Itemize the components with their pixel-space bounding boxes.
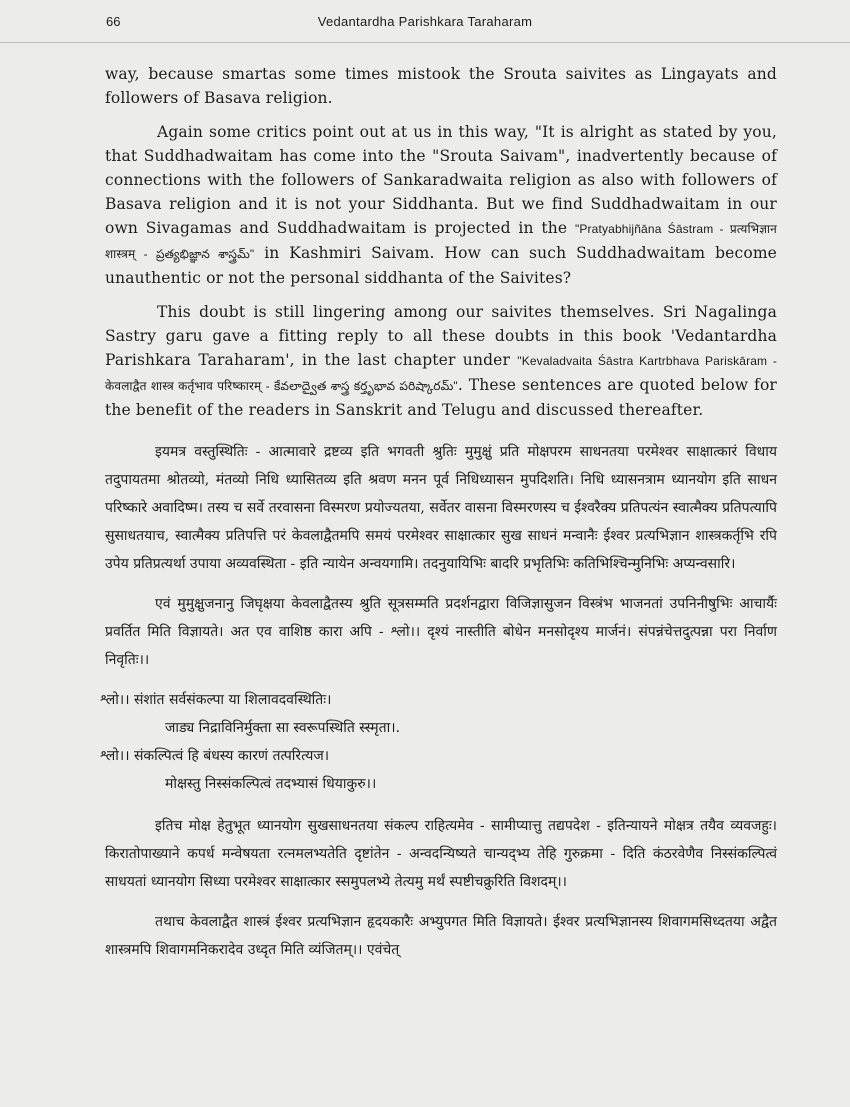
page-header: [0, 10, 850, 34]
sanskrit-quotation: [100, 438, 777, 964]
kevaladvaita-term: "Kevaladvaita Śāstra Kartrbhava Pariskāram - केवलाद्वैत शास्त्र कर्तृभाव परिष्कारम् - కేవలాద్వైత శాస్త్ర కర్తృభావ పరిష్కారమ్": [105, 354, 778, 393]
doubt-text-1: This doubt is still lingering among our saivites themselves. Sri Nagalinga Sastry garu gave a fitting reply to all these doubts in this book 'Vedantardha Parishkara Taraharam', in the last chapter under: [105, 303, 777, 369]
page-number: 66: [106, 14, 121, 29]
critics-text-1: Again some critics point out at us in this way, "It is alright as stated by you, that Suddhadwaitam has come into the "Srouta Saivam", inadvertently because of connections with the followers of Sankaradwaita religion as also with followers of Basava religion and it is not your Siddhanta. But we find Suddhadwaitam in our own Sivagamas and Suddhadwaitam is projected in the: [105, 123, 777, 237]
verse-2-line-1: श्लो।। संकल्पित्वं हि बंधस्य कारणं तत्परित्यज।: [100, 748, 330, 764]
verse-1-line-2: जाड्य निद्राविनिर्मुक्ता सा स्वरूपस्थिति स्स्मृता।.: [165, 720, 401, 736]
sanskrit-paragraph-2: एवं मुमुक्षुजनानु जिघृक्षया केवलाद्वैतस्य श्रुति सूत्रसम्मति प्रदर्शनद्वारा विजिज्ञासुजन विस्त्रंभ भाजनतां उपनिनीषुभिः आचार्यैः प्रवर्तित मिति विज्ञायते। अत एव वाशिष्ठ कारा अपि - श्लो।। दृश्यं नास्तीति बोधेन मनसोदृश्य मार्जनं। संपन्नंचेत्तदुत्पन्ना परा निर्वाण निवृतिः।।: [105, 596, 777, 668]
header-rule: [0, 42, 850, 43]
pratyabhijnana-term: "Pratyabhijñāna Śāstram - प्रत्यभिज्ञान शास्त्रम् - ప్రత్యభిజ్ఞాన శాస్త్రమ్": [105, 222, 777, 261]
paragraph-critics: [105, 120, 777, 290]
verse-block: [100, 686, 777, 798]
verse-1-line-1: श्लो।। संशांत सर्वसंकल्पा या शिलावदवस्थितिः।: [100, 692, 332, 708]
doubt-text-2: . These sentences are quoted below for the benefit of the readers in Sanskrit and Telugu and discussed thereafter.: [105, 376, 777, 419]
paragraph-doubt: [105, 300, 777, 422]
sanskrit-paragraph-3: इतिच मोक्ष हेतुभूत ध्यानयोग सुखसाधनतया संकल्प राहित्यमेव - सामीप्यात्तु तद्यपदेश - इतिन्यायने मोक्षत्र तयैव व्यवजहुः। किरातोपाख्याने कपर्ध मन्वेषयता रत्नमलभ्यतेति दृष्टांतेन - अन्वदन्यिष्यते चान्यद्भ्य तेहि गुरुक्रमा - दिति कंठरवेणैव निस्संकल्पित्वं साधयतां ध्यानयोग सिध्या परमेश्वर साक्षात्कार स्समुपलभ्ये तेत्यमु मर्थं स्पष्टीचक्रुरिति विशदम्।।: [105, 818, 777, 890]
critics-text-2: in Kashmiri Saivam. How can such Suddhadwaitam become unauthentic or not the personal siddhanta of the Saivites?: [105, 244, 777, 287]
sanskrit-paragraph-4: तथाच केवलाद्वैत शास्त्रं ईश्वर प्रत्यभिज्ञान हृदयकारैः अभ्युपगत मिति विज्ञायते। ईश्वर प्रत्यभिज्ञानस्य शिवागमसिध्दतया अद्वैत शास्त्रमपि शिवागमनिकरादेव उध्दृत मिति व्यंजितम्।। एवंचेत्: [105, 914, 777, 958]
sanskrit-paragraph-1: इयमत्र वस्तुस्थितिः - आत्मावारे द्रष्टव्य इति भगवती श्रुतिः मुमुक्षुं प्रति मोक्षपरम साधनतया परमेश्वर साक्षात्कारं विधाय तदुपायतमा श्रोतव्यो, मंतव्यो निधि ध्यासितव्य इति श्रवण मनन पूर्व निधिध्यासन मुपदिशति। निधि ध्यासनत्राम ध्यानयोग इति साधन परिष्कारे अवादिष्म। तस्य च सर्वे तरवासना विस्मरण प्रयोज्यतया, सर्वेतर वासना विस्मरणस्य च ईश्वरैक्य प्रतिपत्यंन स्वात्मैक्य प्रतिपत्यापि सुसाधतयाच, स्वात्मैक्य प्रतिपत्ति परं केवलाद्वैतमपि समयं परमेश्वर साक्षात्कार सुख साधनं मन्वानैः ईश्वर प्रत्यभिज्ञान शास्त्रकर्तृभि रपि उपेय प्रतिप्रत्यर्था उपाया अव्यवस्थिता - इति न्यायेन अन्वयगामि। तदनुयायिभिः बादरि प्रभृतिभिः कतिभिश्चिन्मुनिभिः अप्यन्वसारि।: [105, 444, 777, 572]
running-title: Vedantardha Parishkara Taraharam: [317, 14, 533, 29]
verse-2-line-2: मोक्षस्तु निस्संकल्पित्वं तदभ्यासं धियाकुरु।।: [165, 776, 377, 792]
paragraph-continuation: way, because smartas some times mistook the Srouta saivites as Lingayats and followers of Basava religion.: [105, 65, 777, 107]
page-body: [100, 62, 778, 976]
